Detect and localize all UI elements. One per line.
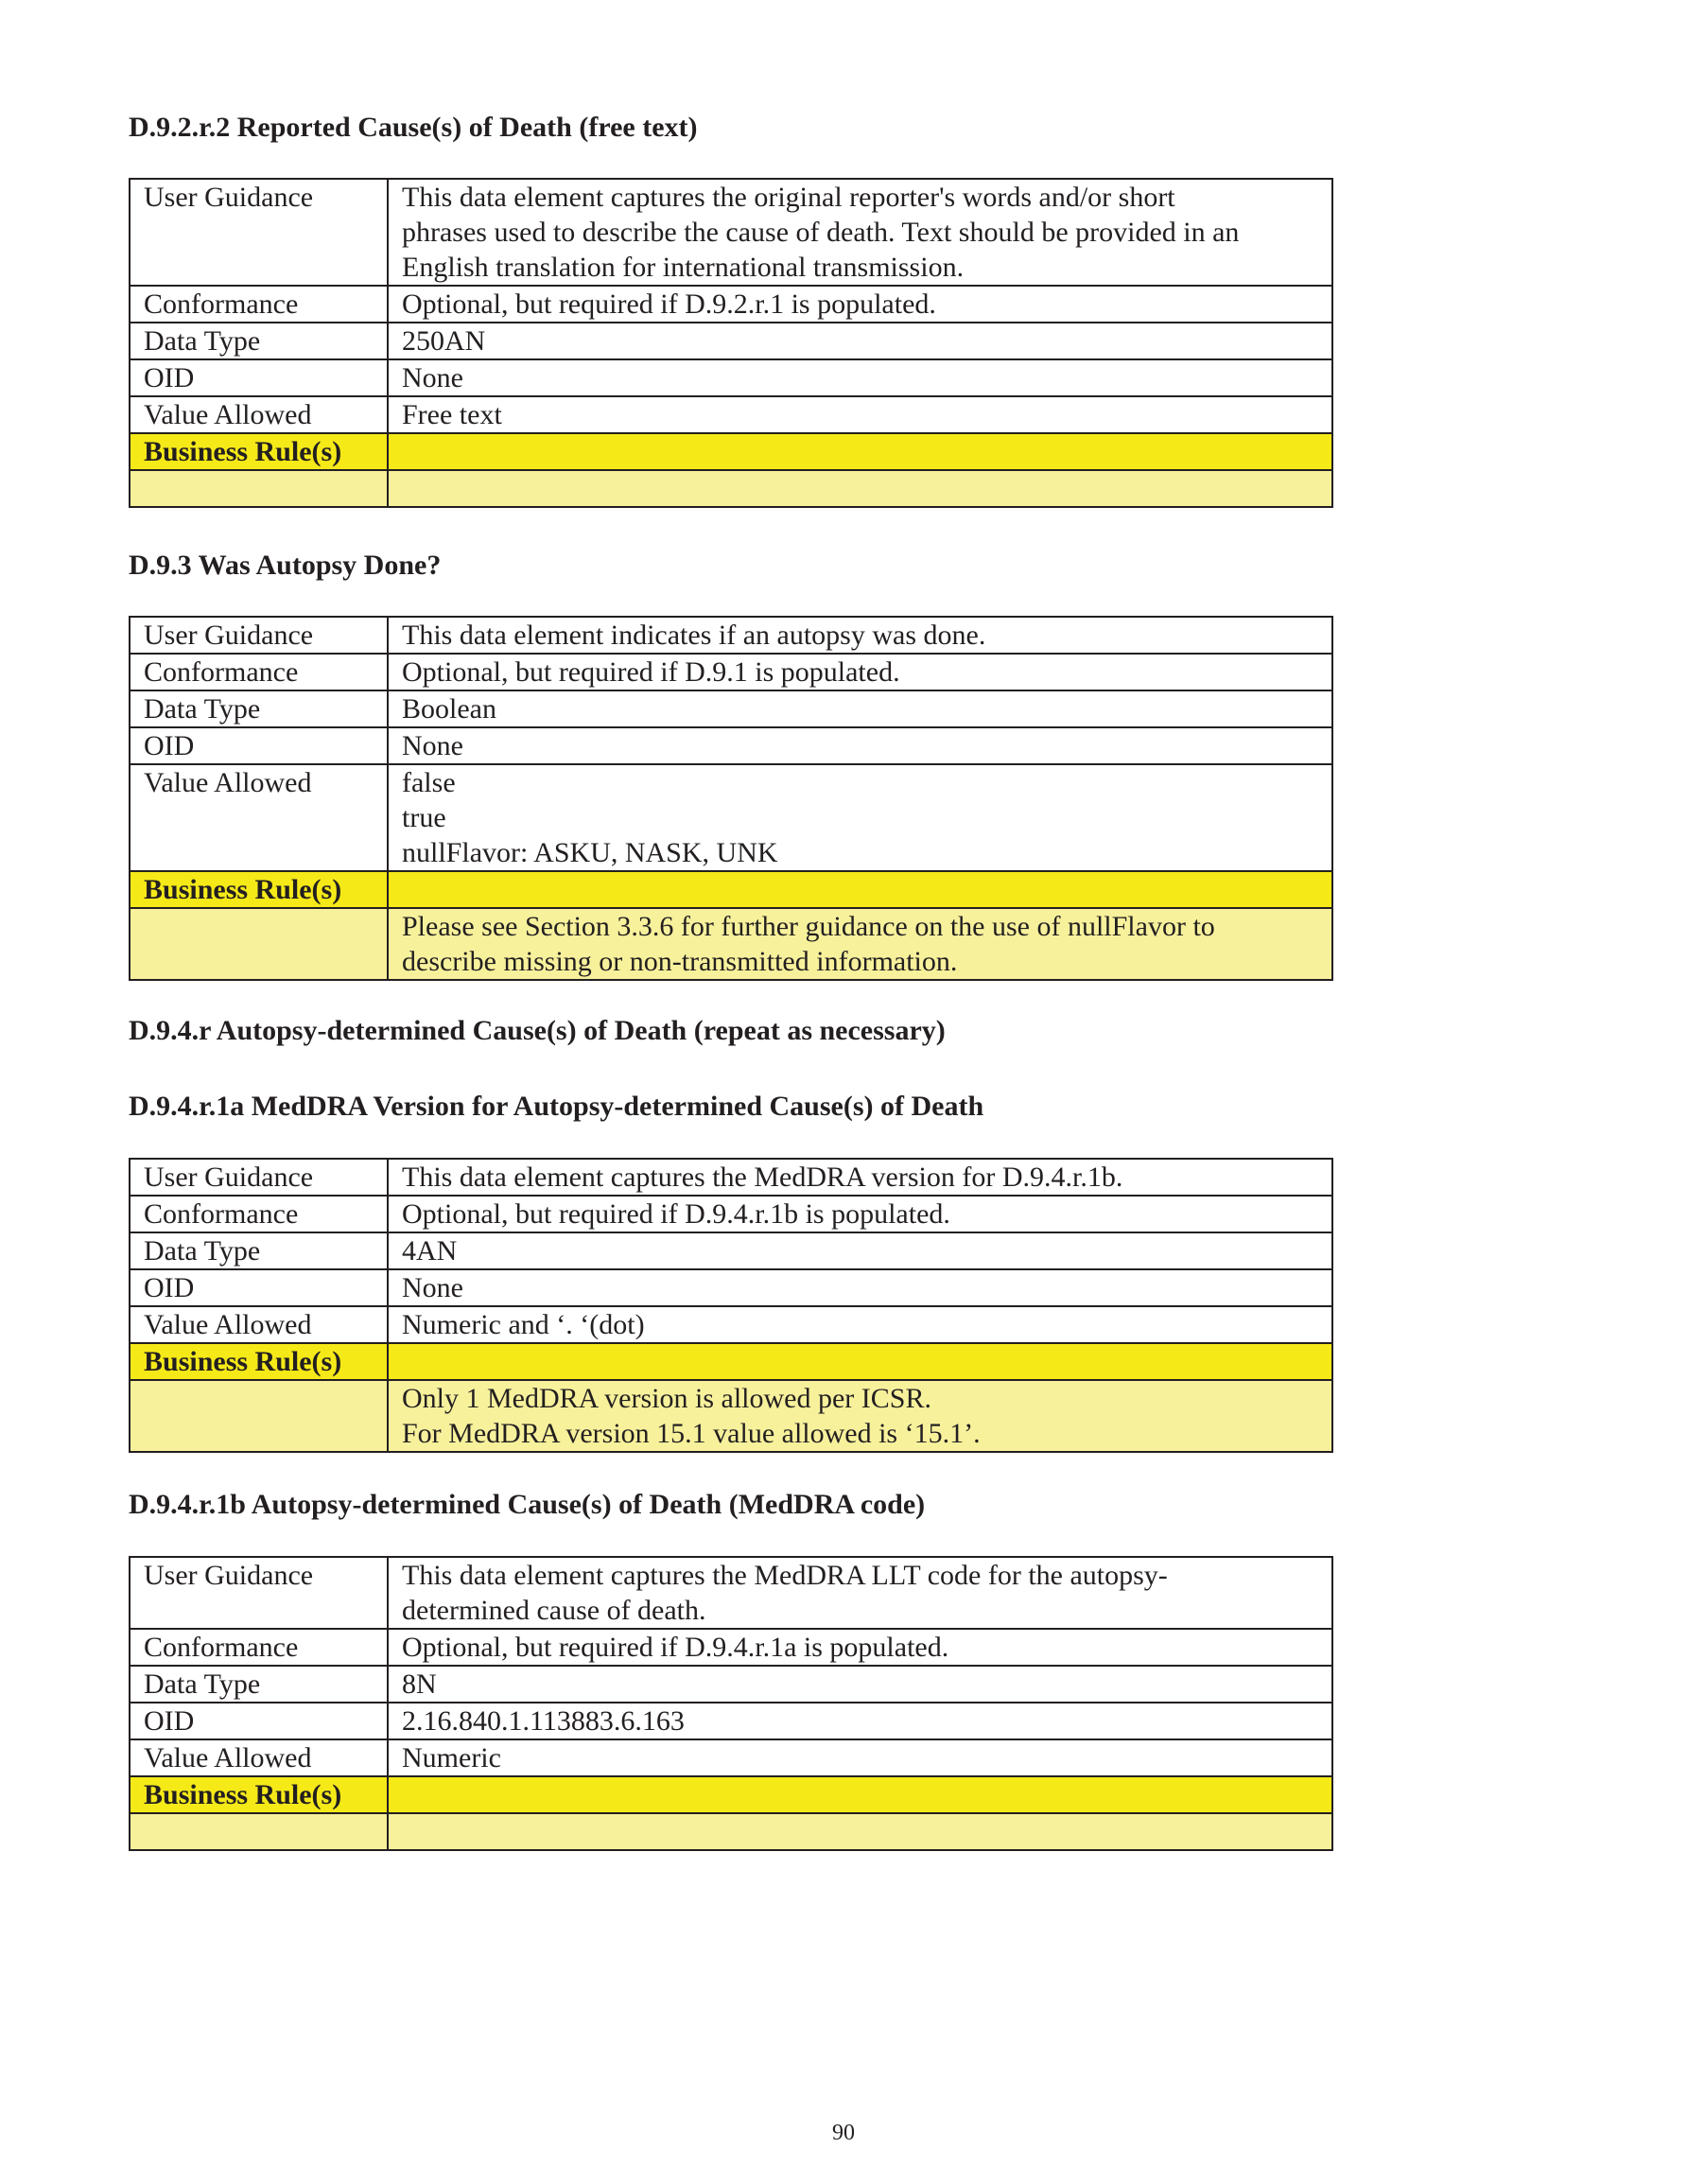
value-conformance: Optional, but required if D.9.1 is populated. [388, 654, 1332, 690]
row-oid [130, 1269, 1332, 1306]
value-data-type: 8N [388, 1666, 1332, 1703]
row-data-type [130, 1232, 1332, 1269]
label-value-allowed: Value Allowed [130, 396, 388, 433]
text-line: Numeric [402, 1742, 501, 1773]
label-user-guidance: User Guidance [130, 617, 388, 654]
row-user-guidance [130, 1159, 1332, 1196]
text-line: Numeric and ‘. ‘(dot) [402, 1309, 645, 1340]
row-conformance [130, 1629, 1332, 1666]
spec-table [129, 178, 1333, 508]
label-business-rules: Business Rule(s) [130, 1343, 388, 1380]
value-user-guidance [388, 1159, 1332, 1196]
row-oid [130, 359, 1332, 396]
row-business-rules [130, 1813, 1332, 1850]
spec-table [129, 616, 1333, 981]
label-user-guidance: User Guidance [130, 179, 388, 286]
text-line: determined cause of death. [402, 1595, 706, 1626]
label-data-type: Data Type [130, 1232, 388, 1269]
row-user-guidance [130, 179, 1332, 286]
section-heading: D.9.2.r.2 Reported Cause(s) of Death (free text) [129, 112, 698, 143]
label-oid: OID [130, 1269, 388, 1306]
row-data-type [130, 323, 1332, 359]
label-data-type: Data Type [130, 1666, 388, 1703]
value-business-rules [388, 908, 1332, 980]
value-conformance: Optional, but required if D.9.4.r.1b is populated. [388, 1196, 1332, 1232]
row-business-rules [130, 1380, 1332, 1452]
value-value-allowed [388, 396, 1332, 433]
row-conformance [130, 286, 1332, 323]
section-heading: D.9.4.r.1a MedDRA Version for Autopsy-determined Cause(s) of Death [129, 1091, 984, 1122]
value-oid: 2.16.840.1.113883.6.163 [388, 1703, 1332, 1739]
label-value-allowed: Value Allowed [130, 1739, 388, 1776]
value-data-type: 4AN [388, 1232, 1332, 1269]
row-business-rules-header [130, 433, 1332, 470]
row-business-rules [130, 908, 1332, 980]
value-oid: None [388, 727, 1332, 764]
value-value-allowed [388, 1739, 1332, 1776]
row-business-rules-header [130, 1343, 1332, 1380]
value-user-guidance [388, 179, 1332, 286]
value-conformance: Optional, but required if D.9.4.r.1a is populated. [388, 1629, 1332, 1666]
label-data-type: Data Type [130, 323, 388, 359]
text-line: This data element captures the MedDRA version for D.9.4.r.1b. [402, 1162, 1123, 1193]
text-line: true [402, 802, 446, 833]
business-rules-label-blank [130, 1813, 388, 1850]
spec-table [129, 1158, 1333, 1453]
text-line: Only 1 MedDRA version is allowed per ICSR. [402, 1383, 931, 1414]
value-business-rules [388, 1380, 1332, 1452]
business-rules-header-blank [388, 1776, 1332, 1813]
label-business-rules: Business Rule(s) [130, 1776, 388, 1813]
text-line: For MedDRA version 15.1 value allowed is ‘15.1’. [402, 1418, 981, 1449]
value-value-allowed [388, 1306, 1332, 1343]
value-business-rules [388, 1813, 1332, 1850]
value-data-type: 250AN [388, 323, 1332, 359]
label-user-guidance: User Guidance [130, 1557, 388, 1629]
page-number: 90 [832, 2121, 855, 2145]
text-line: English translation for international transmission. [402, 252, 965, 283]
row-user-guidance [130, 1557, 1332, 1629]
value-value-allowed [388, 764, 1332, 871]
label-data-type: Data Type [130, 690, 388, 727]
label-oid: OID [130, 359, 388, 396]
text-line: This data element indicates if an autopsy was done. [402, 620, 986, 651]
label-conformance: Conformance [130, 286, 388, 323]
label-conformance: Conformance [130, 654, 388, 690]
business-rules-label-blank [130, 1380, 388, 1452]
label-business-rules: Business Rule(s) [130, 871, 388, 908]
row-value-allowed [130, 396, 1332, 433]
section-heading: D.9.4.r Autopsy-determined Cause(s) of Death (repeat as necessary) [129, 1015, 946, 1046]
label-conformance: Conformance [130, 1196, 388, 1232]
text-line: Free text [402, 399, 502, 430]
row-business-rules [130, 470, 1332, 507]
business-rules-label-blank [130, 470, 388, 507]
row-user-guidance [130, 617, 1332, 654]
text-line: Please see Section 3.3.6 for further guidance on the use of nullFlavor to [402, 911, 1215, 942]
text-line: This data element captures the MedDRA LLT code for the autopsy- [402, 1560, 1168, 1591]
business-rules-header-blank [388, 871, 1332, 908]
row-oid [130, 727, 1332, 764]
value-business-rules [388, 470, 1332, 507]
business-rules-header-blank [388, 1343, 1332, 1380]
section-heading: D.9.4.r.1b Autopsy-determined Cause(s) of Death (MedDRA code) [129, 1489, 926, 1520]
row-value-allowed [130, 1739, 1332, 1776]
text-line: false [402, 767, 456, 798]
row-conformance [130, 1196, 1332, 1232]
row-value-allowed [130, 1306, 1332, 1343]
value-oid: None [388, 1269, 1332, 1306]
row-business-rules-header [130, 1776, 1332, 1813]
label-business-rules: Business Rule(s) [130, 433, 388, 470]
row-data-type [130, 1666, 1332, 1703]
business-rules-header-blank [388, 433, 1332, 470]
value-oid: None [388, 359, 1332, 396]
text-line: describe missing or non-transmitted information. [402, 946, 958, 977]
label-conformance: Conformance [130, 1629, 388, 1666]
row-business-rules-header [130, 871, 1332, 908]
spec-table [129, 1556, 1333, 1851]
value-user-guidance [388, 1557, 1332, 1629]
text-line: phrases used to describe the cause of death. Text should be provided in an [402, 217, 1240, 248]
row-oid [130, 1703, 1332, 1739]
label-oid: OID [130, 1703, 388, 1739]
business-rules-label-blank [130, 908, 388, 980]
text-line: nullFlavor: ASKU, NASK, UNK [402, 837, 778, 868]
label-user-guidance: User Guidance [130, 1159, 388, 1196]
text-line: This data element captures the original reporter's words and/or short [402, 182, 1175, 213]
value-user-guidance [388, 617, 1332, 654]
label-value-allowed: Value Allowed [130, 764, 388, 871]
row-value-allowed [130, 764, 1332, 871]
value-data-type: Boolean [388, 690, 1332, 727]
row-conformance [130, 654, 1332, 690]
value-conformance: Optional, but required if D.9.2.r.1 is populated. [388, 286, 1332, 323]
label-oid: OID [130, 727, 388, 764]
row-data-type [130, 690, 1332, 727]
section-heading: D.9.3 Was Autopsy Done? [129, 550, 442, 581]
label-value-allowed: Value Allowed [130, 1306, 388, 1343]
